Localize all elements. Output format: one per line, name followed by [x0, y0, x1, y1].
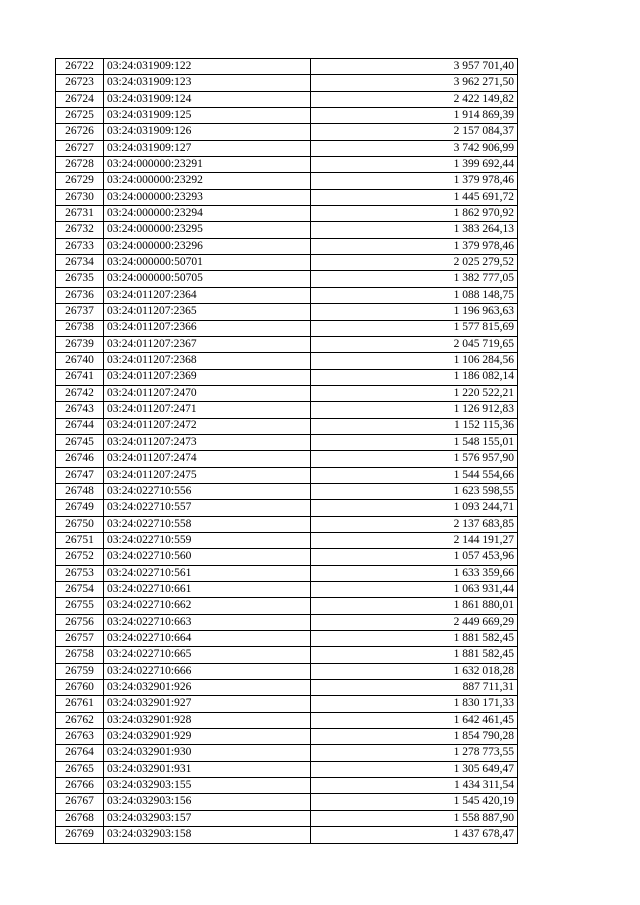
cadastral-value-cell: 1 399 692,44 — [311, 157, 518, 173]
table-row — [56, 729, 518, 745]
cadastral-number-cell: 03:24:011207:2473 — [104, 434, 311, 450]
cadastral-value-cell: 1 057 453,96 — [311, 549, 518, 565]
cadastral-number-cell: 03:24:031909:122 — [104, 59, 311, 75]
cadastral-number-cell: 03:24:011207:2470 — [104, 385, 311, 401]
table-row — [56, 336, 518, 352]
row-number-cell: 26754 — [56, 582, 104, 598]
cadastral-value-cell: 1 437 678,47 — [311, 827, 518, 843]
cadastral-number-cell: 03:24:032901:930 — [104, 745, 311, 761]
table-row — [56, 532, 518, 548]
row-number-cell: 26758 — [56, 647, 104, 663]
cadastral-number-cell: 03:24:011207:2364 — [104, 287, 311, 303]
table-body — [56, 59, 518, 844]
cadastral-number-cell: 03:24:000000:23291 — [104, 157, 311, 173]
cadastral-number-cell: 03:24:000000:50701 — [104, 255, 311, 271]
cadastral-number-cell: 03:24:032901:927 — [104, 696, 311, 712]
cadastral-number-cell: 03:24:000000:23294 — [104, 206, 311, 222]
table-row — [56, 418, 518, 434]
cadastral-number-cell: 03:24:022710:661 — [104, 582, 311, 598]
table-row — [56, 794, 518, 810]
row-number-cell: 26761 — [56, 696, 104, 712]
table-row — [56, 549, 518, 565]
table-row — [56, 124, 518, 140]
table-row — [56, 402, 518, 418]
row-number-cell: 26744 — [56, 418, 104, 434]
cadastral-value-cell: 1 379 978,46 — [311, 173, 518, 189]
cadastral-value-cell: 2 045 719,65 — [311, 336, 518, 352]
row-number-cell: 26767 — [56, 794, 104, 810]
row-number-cell: 26723 — [56, 75, 104, 91]
cadastral-number-cell: 03:24:022710:561 — [104, 565, 311, 581]
row-number-cell: 26750 — [56, 516, 104, 532]
row-number-cell: 26743 — [56, 402, 104, 418]
row-number-cell: 26762 — [56, 712, 104, 728]
cadastral-value-cell: 2 157 084,37 — [311, 124, 518, 140]
row-number-cell: 26725 — [56, 108, 104, 124]
row-number-cell: 26745 — [56, 434, 104, 450]
cadastral-number-cell: 03:24:031909:125 — [104, 108, 311, 124]
row-number-cell: 26729 — [56, 173, 104, 189]
row-number-cell: 26747 — [56, 467, 104, 483]
cadastral-number-cell: 03:24:022710:663 — [104, 614, 311, 630]
cadastral-value-cell: 1 881 582,45 — [311, 631, 518, 647]
cadastral-number-cell: 03:24:022710:560 — [104, 549, 311, 565]
row-number-cell: 26753 — [56, 565, 104, 581]
table-row — [56, 369, 518, 385]
row-number-cell: 26766 — [56, 778, 104, 794]
cadastral-value-cell: 1 196 963,63 — [311, 304, 518, 320]
cadastral-value-cell: 1 545 420,19 — [311, 794, 518, 810]
cadastral-number-cell: 03:24:000000:50705 — [104, 271, 311, 287]
cadastral-number-cell: 03:24:000000:23293 — [104, 189, 311, 205]
cadastral-number-cell: 03:24:022710:559 — [104, 532, 311, 548]
cadastral-value-cell: 1 633 359,66 — [311, 565, 518, 581]
table-row — [56, 271, 518, 287]
table-row — [56, 222, 518, 238]
table-row — [56, 680, 518, 696]
cadastral-number-cell: 03:24:011207:2367 — [104, 336, 311, 352]
cadastral-value-cell: 1 093 244,71 — [311, 500, 518, 516]
cadastral-value-cell: 2 025 279,52 — [311, 255, 518, 271]
cadastral-number-cell: 03:24:011207:2365 — [104, 304, 311, 320]
cadastral-number-cell: 03:24:031909:124 — [104, 91, 311, 107]
table-row — [56, 451, 518, 467]
cadastral-value-cell: 2 422 149,82 — [311, 91, 518, 107]
cadastral-value-cell: 1 152 115,36 — [311, 418, 518, 434]
cadastral-value-cell: 1 088 148,75 — [311, 287, 518, 303]
cadastral-value-cell: 1 576 957,90 — [311, 451, 518, 467]
cadastral-number-cell: 03:24:031909:127 — [104, 140, 311, 156]
table-row — [56, 59, 518, 75]
row-number-cell: 26739 — [56, 336, 104, 352]
cadastral-value-cell: 3 957 701,40 — [311, 59, 518, 75]
cadastral-number-cell: 03:24:011207:2474 — [104, 451, 311, 467]
cadastral-value-cell: 1 623 598,55 — [311, 483, 518, 499]
cadastral-value-cell: 1 186 082,14 — [311, 369, 518, 385]
cadastral-number-cell: 03:24:000000:23296 — [104, 238, 311, 254]
row-number-cell: 26728 — [56, 157, 104, 173]
table-row — [56, 582, 518, 598]
cadastral-number-cell: 03:24:022710:557 — [104, 500, 311, 516]
row-number-cell: 26740 — [56, 353, 104, 369]
cadastral-number-cell: 03:24:022710:662 — [104, 598, 311, 614]
cadastral-value-cell: 1 382 777,05 — [311, 271, 518, 287]
cadastral-number-cell: 03:24:011207:2475 — [104, 467, 311, 483]
table-row — [56, 745, 518, 761]
cadastral-value-cell: 1 063 931,44 — [311, 582, 518, 598]
cadastral-number-cell: 03:24:032903:157 — [104, 810, 311, 826]
cadastral-value-cell: 1 379 978,46 — [311, 238, 518, 254]
row-number-cell: 26764 — [56, 745, 104, 761]
cadastral-value-cell: 887 711,31 — [311, 680, 518, 696]
cadastral-value-cell: 1 632 018,28 — [311, 663, 518, 679]
row-number-cell: 26738 — [56, 320, 104, 336]
table-row — [56, 434, 518, 450]
cadastral-value-cell: 3 962 271,50 — [311, 75, 518, 91]
cadastral-value-cell: 2 144 191,27 — [311, 532, 518, 548]
cadastral-value-cell: 1 881 582,45 — [311, 647, 518, 663]
cadastral-number-cell: 03:24:011207:2472 — [104, 418, 311, 434]
table-row — [56, 304, 518, 320]
row-number-cell: 26763 — [56, 729, 104, 745]
cadastral-number-cell: 03:24:000000:23295 — [104, 222, 311, 238]
cadastral-value-cell: 1 434 311,54 — [311, 778, 518, 794]
cadastral-value-cell: 1 278 773,55 — [311, 745, 518, 761]
table-row — [56, 614, 518, 630]
table-row — [56, 287, 518, 303]
cadastral-value-cell: 1 914 869,39 — [311, 108, 518, 124]
cadastral-number-cell: 03:24:022710:556 — [104, 483, 311, 499]
row-number-cell: 26752 — [56, 549, 104, 565]
row-number-cell: 26742 — [56, 385, 104, 401]
row-number-cell: 26759 — [56, 663, 104, 679]
row-number-cell: 26724 — [56, 91, 104, 107]
row-number-cell: 26732 — [56, 222, 104, 238]
row-number-cell: 26737 — [56, 304, 104, 320]
table-row — [56, 778, 518, 794]
cadastral-number-cell: 03:24:022710:664 — [104, 631, 311, 647]
cadastral-number-cell: 03:24:032903:156 — [104, 794, 311, 810]
row-number-cell: 26756 — [56, 614, 104, 630]
cadastral-number-cell: 03:24:032903:158 — [104, 827, 311, 843]
cadastral-number-cell: 03:24:011207:2366 — [104, 320, 311, 336]
cadastral-value-cell: 1 862 970,92 — [311, 206, 518, 222]
table-row — [56, 238, 518, 254]
row-number-cell: 26749 — [56, 500, 104, 516]
row-number-cell: 26757 — [56, 631, 104, 647]
cadastral-value-cell: 1 861 880,01 — [311, 598, 518, 614]
cadastral-number-cell: 03:24:022710:665 — [104, 647, 311, 663]
cadastral-number-cell: 03:24:032901:931 — [104, 761, 311, 777]
table-row — [56, 353, 518, 369]
cadastral-value-cell: 1 577 815,69 — [311, 320, 518, 336]
table-row — [56, 483, 518, 499]
cadastral-number-cell: 03:24:011207:2369 — [104, 369, 311, 385]
table-row — [56, 385, 518, 401]
table-row — [56, 565, 518, 581]
table-row — [56, 810, 518, 826]
cadastral-value-cell: 3 742 906,99 — [311, 140, 518, 156]
cadastral-value-cell: 1 106 284,56 — [311, 353, 518, 369]
row-number-cell: 26722 — [56, 59, 104, 75]
row-number-cell: 26765 — [56, 761, 104, 777]
table-row — [56, 255, 518, 271]
table-row — [56, 598, 518, 614]
row-number-cell: 26768 — [56, 810, 104, 826]
row-number-cell: 26735 — [56, 271, 104, 287]
cadastral-value-cell: 1 383 264,13 — [311, 222, 518, 238]
table-row — [56, 467, 518, 483]
row-number-cell: 26730 — [56, 189, 104, 205]
cadastral-value-cell: 1 220 522,21 — [311, 385, 518, 401]
cadastral-value-cell: 2 449 669,29 — [311, 614, 518, 630]
row-number-cell: 26751 — [56, 532, 104, 548]
cadastral-number-cell: 03:24:032901:926 — [104, 680, 311, 696]
cadastral-value-cell: 1 548 155,01 — [311, 434, 518, 450]
table-row — [56, 827, 518, 843]
table-row — [56, 91, 518, 107]
cadastral-value-cell: 1 445 691,72 — [311, 189, 518, 205]
table-row — [56, 189, 518, 205]
cadastral-number-cell: 03:24:011207:2471 — [104, 402, 311, 418]
row-number-cell: 26741 — [56, 369, 104, 385]
cadastral-value-table — [55, 58, 518, 844]
row-number-cell: 26727 — [56, 140, 104, 156]
row-number-cell: 26736 — [56, 287, 104, 303]
cadastral-number-cell: 03:24:022710:666 — [104, 663, 311, 679]
cadastral-number-cell: 03:24:032903:155 — [104, 778, 311, 794]
table-row — [56, 173, 518, 189]
cadastral-value-cell: 1 830 171,33 — [311, 696, 518, 712]
cadastral-value-cell: 1 126 912,83 — [311, 402, 518, 418]
row-number-cell: 26760 — [56, 680, 104, 696]
row-number-cell: 26755 — [56, 598, 104, 614]
table-row — [56, 761, 518, 777]
table-row — [56, 712, 518, 728]
table-row — [56, 157, 518, 173]
table-row — [56, 647, 518, 663]
cadastral-value-cell: 1 305 649,47 — [311, 761, 518, 777]
cadastral-value-cell: 1 544 554,66 — [311, 467, 518, 483]
row-number-cell: 26726 — [56, 124, 104, 140]
cadastral-number-cell: 03:24:022710:558 — [104, 516, 311, 532]
row-number-cell: 26734 — [56, 255, 104, 271]
row-number-cell: 26746 — [56, 451, 104, 467]
cadastral-number-cell: 03:24:011207:2368 — [104, 353, 311, 369]
table-row — [56, 516, 518, 532]
table-row — [56, 206, 518, 222]
table-row — [56, 663, 518, 679]
cadastral-number-cell: 03:24:032901:928 — [104, 712, 311, 728]
cadastral-number-cell: 03:24:031909:123 — [104, 75, 311, 91]
table-row — [56, 631, 518, 647]
row-number-cell: 26769 — [56, 827, 104, 843]
cadastral-value-cell: 1 558 887,90 — [311, 810, 518, 826]
table-row — [56, 500, 518, 516]
cadastral-value-cell: 1 642 461,45 — [311, 712, 518, 728]
cadastral-value-cell: 2 137 683,85 — [311, 516, 518, 532]
cadastral-number-cell: 03:24:000000:23292 — [104, 173, 311, 189]
cadastral-number-cell: 03:24:031909:126 — [104, 124, 311, 140]
cadastral-number-cell: 03:24:032901:929 — [104, 729, 311, 745]
table-row — [56, 108, 518, 124]
row-number-cell: 26733 — [56, 238, 104, 254]
table-row — [56, 140, 518, 156]
row-number-cell: 26731 — [56, 206, 104, 222]
row-number-cell: 26748 — [56, 483, 104, 499]
table-row — [56, 696, 518, 712]
table-row — [56, 75, 518, 91]
table-row — [56, 320, 518, 336]
cadastral-value-cell: 1 854 790,28 — [311, 729, 518, 745]
